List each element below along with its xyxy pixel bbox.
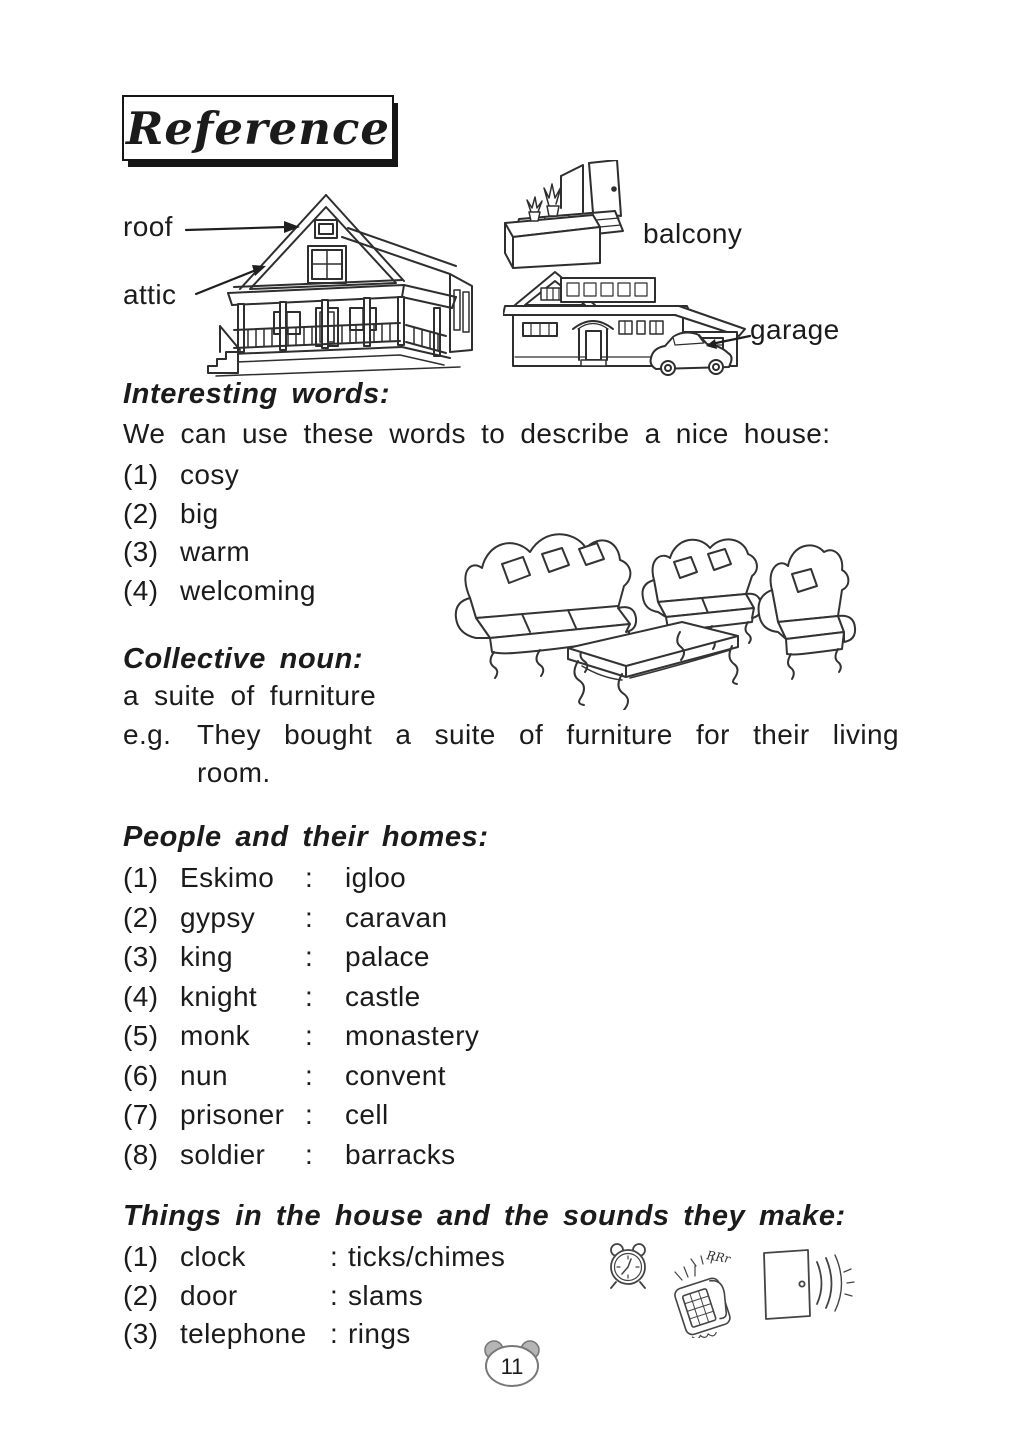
sound-row <box>123 1315 505 1354</box>
telephone-illustration <box>666 1246 746 1338</box>
item-word: welcoming <box>180 575 316 607</box>
person-name: soldier <box>180 1138 266 1170</box>
collective-noun-heading: Collective noun: <box>123 643 364 675</box>
sound-name: slams <box>348 1279 424 1311</box>
label-roof: roof <box>123 211 173 242</box>
page-title: Reference <box>125 101 391 155</box>
attic-arrow <box>196 270 256 294</box>
page-title-box <box>122 95 394 161</box>
thing-name: clock <box>180 1241 246 1272</box>
page-number-badge <box>482 1338 542 1390</box>
colon: : <box>305 941 314 972</box>
person-name: king <box>180 941 233 972</box>
item-number: (2) <box>123 901 159 933</box>
person-name: monk <box>180 1020 251 1051</box>
list-item <box>123 533 316 572</box>
label-attic: attic <box>123 279 177 310</box>
home-name: cell <box>345 1099 389 1130</box>
home-name: igloo <box>345 862 407 893</box>
people-homes-list <box>123 858 479 1174</box>
home-name: barracks <box>345 1138 456 1170</box>
example-line2: room. <box>197 756 271 788</box>
people-home-row <box>123 1016 479 1056</box>
item-number: (1) <box>123 862 159 893</box>
people-home-row <box>123 898 479 938</box>
house-sounds-heading: Things in the house and the sounds they make: <box>123 1200 846 1232</box>
roof-arrow <box>186 227 286 230</box>
person-name: nun <box>180 1059 228 1091</box>
sound-wave <box>817 1262 822 1304</box>
list-item <box>123 495 316 534</box>
home-name: monastery <box>345 1020 480 1051</box>
alarm-clock-illustration <box>604 1240 652 1290</box>
person-name: prisoner <box>180 1099 285 1130</box>
colon: : <box>305 901 314 933</box>
collective-noun-example <box>123 716 899 791</box>
page-number: 11 <box>500 1354 524 1379</box>
sound-name: ticks/chimes <box>348 1241 506 1272</box>
label-balcony: balcony <box>643 218 743 249</box>
people-home-row <box>123 937 479 977</box>
person-name: Eskimo <box>180 862 275 893</box>
interesting-words-list <box>123 456 316 611</box>
furniture-suite-illustration <box>450 520 875 710</box>
colon: : <box>330 1318 339 1350</box>
example-line1: They bought a suite of furniture for their living <box>197 719 899 750</box>
people-home-row <box>123 858 479 898</box>
phone-ring-text: RRr <box>705 1248 732 1267</box>
item-number: (1) <box>123 459 159 490</box>
item-number: (4) <box>123 575 159 607</box>
sound-wave <box>826 1258 832 1308</box>
garage-house-illustration <box>503 268 748 386</box>
item-number: (1) <box>123 1241 159 1272</box>
colon: : <box>305 1059 314 1091</box>
person-name: knight <box>180 980 258 1012</box>
item-number: (3) <box>123 941 159 972</box>
item-number: (4) <box>123 980 159 1012</box>
sound-name: rings <box>348 1318 411 1350</box>
thing-name: door <box>180 1279 238 1311</box>
colon: : <box>305 862 314 893</box>
item-word: big <box>180 497 219 529</box>
item-number: (2) <box>123 497 159 529</box>
door-illustration <box>756 1246 856 1324</box>
armchair-illustration <box>759 545 856 679</box>
interesting-words-intro: We can use these words to describe a nice house: <box>123 418 831 449</box>
people-home-row <box>123 1056 479 1096</box>
sound-row <box>123 1238 505 1277</box>
item-number: (6) <box>123 1059 159 1091</box>
colon: : <box>305 980 314 1012</box>
item-number: (2) <box>123 1279 159 1311</box>
balcony-illustration <box>503 160 638 272</box>
home-name: castle <box>345 980 421 1012</box>
home-name: convent <box>345 1059 446 1091</box>
example-prefix: e.g. <box>123 719 172 750</box>
house-sounds-list <box>123 1238 505 1354</box>
thing-name: telephone <box>180 1318 307 1350</box>
example-body <box>197 716 899 791</box>
sound-row <box>123 1277 505 1316</box>
item-number: (3) <box>123 536 159 568</box>
collective-noun-phrase: a suite of furniture <box>123 680 377 711</box>
colon: : <box>305 1099 314 1130</box>
garage-arrow <box>702 330 754 354</box>
item-word: cosy <box>180 459 240 490</box>
colon: : <box>330 1279 339 1311</box>
people-homes-heading: People and their homes: <box>123 821 489 853</box>
people-home-row <box>123 977 479 1017</box>
sound-wave <box>835 1255 842 1311</box>
roof-attic-arrows <box>170 208 310 308</box>
colon: : <box>330 1241 339 1272</box>
item-number: (5) <box>123 1020 159 1051</box>
colon: : <box>305 1020 314 1051</box>
item-number: (7) <box>123 1099 159 1130</box>
colon: : <box>305 1138 314 1170</box>
item-number: (3) <box>123 1318 159 1350</box>
item-word: warm <box>180 536 251 568</box>
list-item <box>123 456 316 495</box>
home-name: caravan <box>345 901 448 933</box>
home-name: palace <box>345 941 430 972</box>
interesting-words-heading: Interesting words: <box>123 378 391 410</box>
people-home-row <box>123 1135 479 1175</box>
list-item <box>123 572 316 611</box>
people-home-row <box>123 1095 479 1135</box>
item-number: (8) <box>123 1138 159 1170</box>
person-name: gypsy <box>180 901 256 933</box>
label-garage: garage <box>750 314 840 345</box>
